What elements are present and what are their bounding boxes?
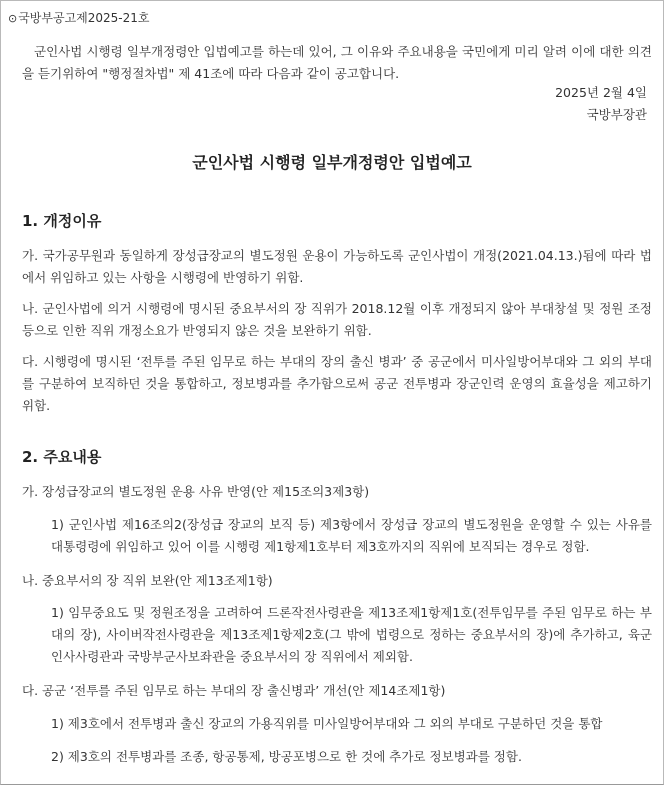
reason-paragraph-na: 나. 군인사법에 의거 시행령에 명시된 중요부서의 장 직위가 2018.12월 이후 개정되지 않아 부대창설 및 정원 조정 등으로 인한 직위 개정소요가 반영되지 않은 것을 보완하기 위함. [22,301,652,338]
section-heading-main-content: 2. 주요내용 [22,448,102,466]
document-title: 군인사법 시행령 일부개정령안 입법예고 [192,153,472,172]
reason-paragraph-da: 다. 시행령에 명시된 ‘전투를 주된 임무로 하는 부대의 장의 출신 병과’ 중 공군에서 미사일방어부대와 그 외의 부대를 구분하여 보직하던 것을 통합하고, 정보병과를 추가함으로써 공군 전투병과 장군인력 운영의 효율성을 제고하기 위함. [22,354,652,413]
notice-number [8,9,150,26]
section-heading-reasons: 1. 개정이유 [22,212,102,230]
content-subitem-na-1: 1) 임무중요도 및 정원조정을 고려하여 드론작전사령관을 제13조제1항제1호(전투임무를 주된 임무로 하는 부대의 장), 사이버작전사령관을 제13조제1항제2호(그 밖에 법령으로 정하는 중요부서의 장)에 추가하고, 육군인사사령관과 국방부군사보좌관을 중요부서의 장 직위에서 제외함. [51,605,652,664]
notice-number-text: 국방부공고제2025-21호 [18,11,150,25]
reason-paragraph-ga: 가. 국가공무원과 동일하게 장성급장교의 별도정원 운용이 가능하도록 군인사법이 개정(2021.04.13.)됨에 따라 법에서 위임하고 있는 사항을 시행령에 반영하기 위함. [22,248,652,285]
issuer: 국방부장관 [586,107,647,122]
content-item-na: 나. 중요부서의 장 직위 보완(안 제13조제1항) [22,573,273,588]
content-subitem-ga-1: 1) 군인사법 제16조의2(장성급 장교의 보직 등) 제3항에서 장성급 장교의 별도정원을 운영할 수 있는 사유를 대통령령에 위임하고 있어 이를 시행령 제1항제1호부터 제3호까지의 직위에 보직되는 경우로 정함. [51,517,652,554]
notice-date: 2025년 2월 4일 [555,85,647,100]
circle-dot-icon: ⊙ [8,12,18,25]
content-item-ga: 가. 장성급장교의 별도정원 운용 사유 반영(안 제15조의3제3항) [22,484,370,499]
content-item-da: 다. 공군 ‘전투를 주된 임무로 하는 부대의 장 출신병과’ 개선(안 제14조제1항) [22,683,446,698]
content-subitem-da-2: 2) 제3호의 전투병과를 조종, 항공통제, 방공포병으로 한 것에 추가로 정보병과를 정함. [51,749,522,764]
content-subitem-da-1: 1) 제3호에서 전투병과 출신 장교의 가용직위를 미사일방어부대와 그 외의 부대로 구분하던 것을 통합 [51,716,603,731]
intro-paragraph: 군인사법 시행령 일부개정령안 입법예고를 하는데 있어, 그 이유와 주요내용을 국민에게 미리 알려 이에 대한 의견을 듣기위하여 "행정절차법" 제 41조에 따라 다음과 같이 공고합니다. [22,44,652,81]
